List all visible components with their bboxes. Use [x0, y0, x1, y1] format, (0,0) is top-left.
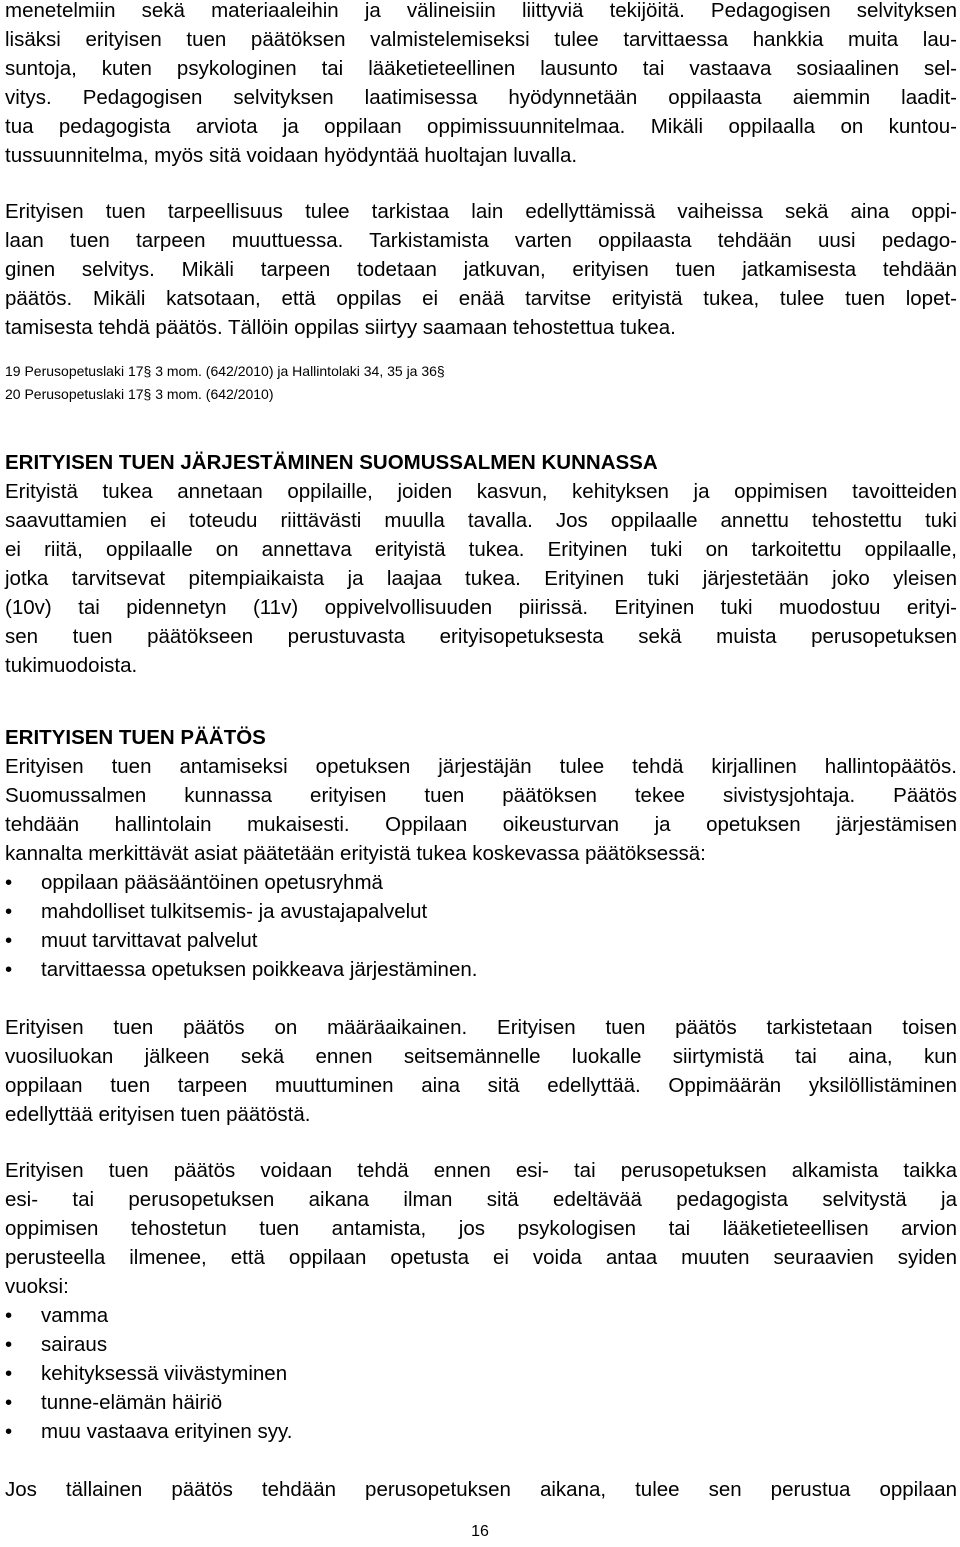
paragraph-3-line: ei riitä, oppilaalle on annettava erityistä tukea. Erityinen tuki on tarkoitettu oppilaalle, — [5, 538, 957, 561]
list-item: sairaus — [41, 1333, 108, 1356]
paragraph-3-line: tukimuodoista. — [5, 654, 138, 677]
bullet-icon: • — [5, 900, 13, 923]
paragraph-3-line: sen tuen päätökseen perustuvasta erityisopetuksesta sekä muista perusopetuksen — [5, 625, 957, 648]
footnote-20: 20 Perusopetuslaki 17§ 3 mom. (642/2010) — [5, 386, 274, 402]
paragraph-1-line: lisäksi erityisen tuen päätöksen valmistelemiseksi tulee tarvittaessa hankkia muita lau- — [5, 28, 957, 51]
list-item: vamma — [41, 1304, 109, 1327]
paragraph-2-line: ginen selvitys. Mikäli tarpeen todetaan jatkuvan, erityisen tuen jatkamisesta tehdään — [5, 258, 957, 281]
page-number: 16 — [471, 1523, 489, 1540]
paragraph-1-line: tua pedagogista arviota ja oppilaan oppimissuunnitelmaa. Mikäli oppilaalla on kuntou- — [5, 115, 957, 138]
bullet-icon: • — [5, 871, 13, 894]
paragraph-1-line: vitys. Pedagogisen selvityksen laatimisessa hyödynnetään oppilaasta aiemmin laadit- — [5, 86, 957, 109]
bullet-icon: • — [5, 1362, 13, 1385]
paragraph-6-line: esi- tai perusopetuksen aikana ilman sitä edeltävää pedagogista selvitystä ja — [5, 1188, 957, 1211]
list-item: tunne-elämän häiriö — [41, 1391, 223, 1414]
list-item: kehityksessä viivästyminen — [41, 1362, 288, 1385]
paragraph-3-line: (10v) tai pidennetyn (11v) oppivelvollisuuden piirissä. Erityinen tuki muodostuu erityi- — [5, 596, 957, 619]
paragraph-3-line: saavuttamien ei toteudu riittävästi muulla tavalla. Jos oppilaalle annettu tehostettu tuki — [5, 509, 957, 532]
paragraph-5-line: vuosiluokan jälkeen sekä ennen seitsemännelle luokalle siirtymistä tai aina, kun — [5, 1045, 957, 1068]
paragraph-6-line: perusteella ilmenee, että oppilaan opetusta ei voida antaa muuten seuraavien syiden — [5, 1246, 957, 1269]
paragraph-6-line: oppimisen tehostetun tuen antamista, jos psykologisen tai lääketieteellisen arvion — [5, 1217, 957, 1240]
paragraph-4-line: Suomussalmen kunnassa erityisen tuen päätöksen tekee sivistysjohtaja. Päätös — [5, 784, 957, 807]
section-heading-erityisen-tuen-paatos: ERITYISEN TUEN PÄÄTÖS — [5, 726, 266, 749]
paragraph-2-line: Erityisen tuen tarpeellisuus tulee tarkistaa lain edellyttämissä vaiheissa sekä aina oppi- — [5, 200, 957, 223]
paragraph-2-line: päätös. Mikäli katsotaan, että oppilas ei enää tarvitse erityistä tukea, tulee tuen lopet- — [5, 287, 957, 310]
bullet-icon: • — [5, 1391, 13, 1414]
list-item: muu vastaava erityinen syy. — [41, 1420, 293, 1443]
paragraph-2-line: tamisesta tehdä päätös. Tällöin oppilas siirtyy saamaan tehostettua tukea. — [5, 316, 676, 339]
bullet-icon: • — [5, 1333, 13, 1356]
list-item: mahdolliset tulkitsemis- ja avustajapalvelut — [41, 900, 428, 923]
bullet-icon: • — [5, 1304, 13, 1327]
list-item: oppilaan pääsääntöinen opetusryhmä — [41, 871, 383, 894]
bullet-icon: • — [5, 958, 13, 981]
paragraph-4-line: tehdään hallintolain mukaisesti. Oppilaan oikeusturvan ja opetuksen järjestämisen — [5, 813, 957, 836]
paragraph-5-line: edellyttää erityisen tuen päätöstä. — [5, 1103, 311, 1126]
paragraph-1-line: menetelmiin sekä materiaaleihin ja välineisiin liittyviä tekijöitä. Pedagogisen selvityksen — [5, 0, 957, 22]
list-item: tarvittaessa opetuksen poikkeava järjestäminen. — [41, 958, 478, 981]
list-item: muut tarvittavat palvelut — [41, 929, 258, 952]
section-heading-erityisen-tuen-jarjestaminen: ERITYISEN TUEN JÄRJESTÄMINEN SUOMUSSALMEN KUNNASSA — [5, 451, 658, 474]
paragraph-2-line: laan tuen tarpeen muuttuessa. Tarkistamista varten oppilaasta tehdään uusi pedago- — [5, 229, 957, 252]
paragraph-5-line: Erityisen tuen päätös on määräaikainen. Erityisen tuen päätös tarkistetaan toisen — [5, 1016, 957, 1039]
paragraph-7-line: Jos tällainen päätös tehdään perusopetuksen aikana, tulee sen perustua oppilaan — [5, 1478, 957, 1501]
paragraph-4-line: Erityisen tuen antamiseksi opetuksen järjestäjän tulee tehdä kirjallinen hallintopäätös. — [5, 755, 957, 778]
paragraph-4-line: kannalta merkittävät asiat päätetään erityistä tukea koskevassa päätöksessä: — [5, 842, 706, 865]
paragraph-3-line: Erityistä tukea annetaan oppilaille, joiden kasvun, kehityksen ja oppimisen tavoitteiden — [5, 480, 957, 503]
paragraph-6-line: vuoksi: — [5, 1275, 69, 1298]
bullet-icon: • — [5, 929, 13, 952]
footnote-19: 19 Perusopetuslaki 17§ 3 mom. (642/2010) ja Hallintolaki 34, 35 ja 36§ — [5, 363, 445, 379]
paragraph-5-line: oppilaan tuen tarpeen muuttuminen aina sitä edellyttää. Oppimäärän yksilöllistäminen — [5, 1074, 957, 1097]
paragraph-1-line: tussuunnitelma, myös sitä voidaan hyödyntää huoltajan luvalla. — [5, 144, 578, 167]
bullet-icon: • — [5, 1420, 13, 1443]
paragraph-6-line: Erityisen tuen päätös voidaan tehdä ennen esi- tai perusopetuksen alkamista taikka — [5, 1159, 957, 1182]
paragraph-1-line: suntoja, kuten psykologinen tai lääketieteellinen lausunto tai vastaava sosiaalinen sel- — [5, 57, 957, 80]
paragraph-3-line: jotka tarvitsevat pitempiaikaista ja laajaa tukea. Erityinen tuki järjestetään joko yleisen — [5, 567, 957, 590]
